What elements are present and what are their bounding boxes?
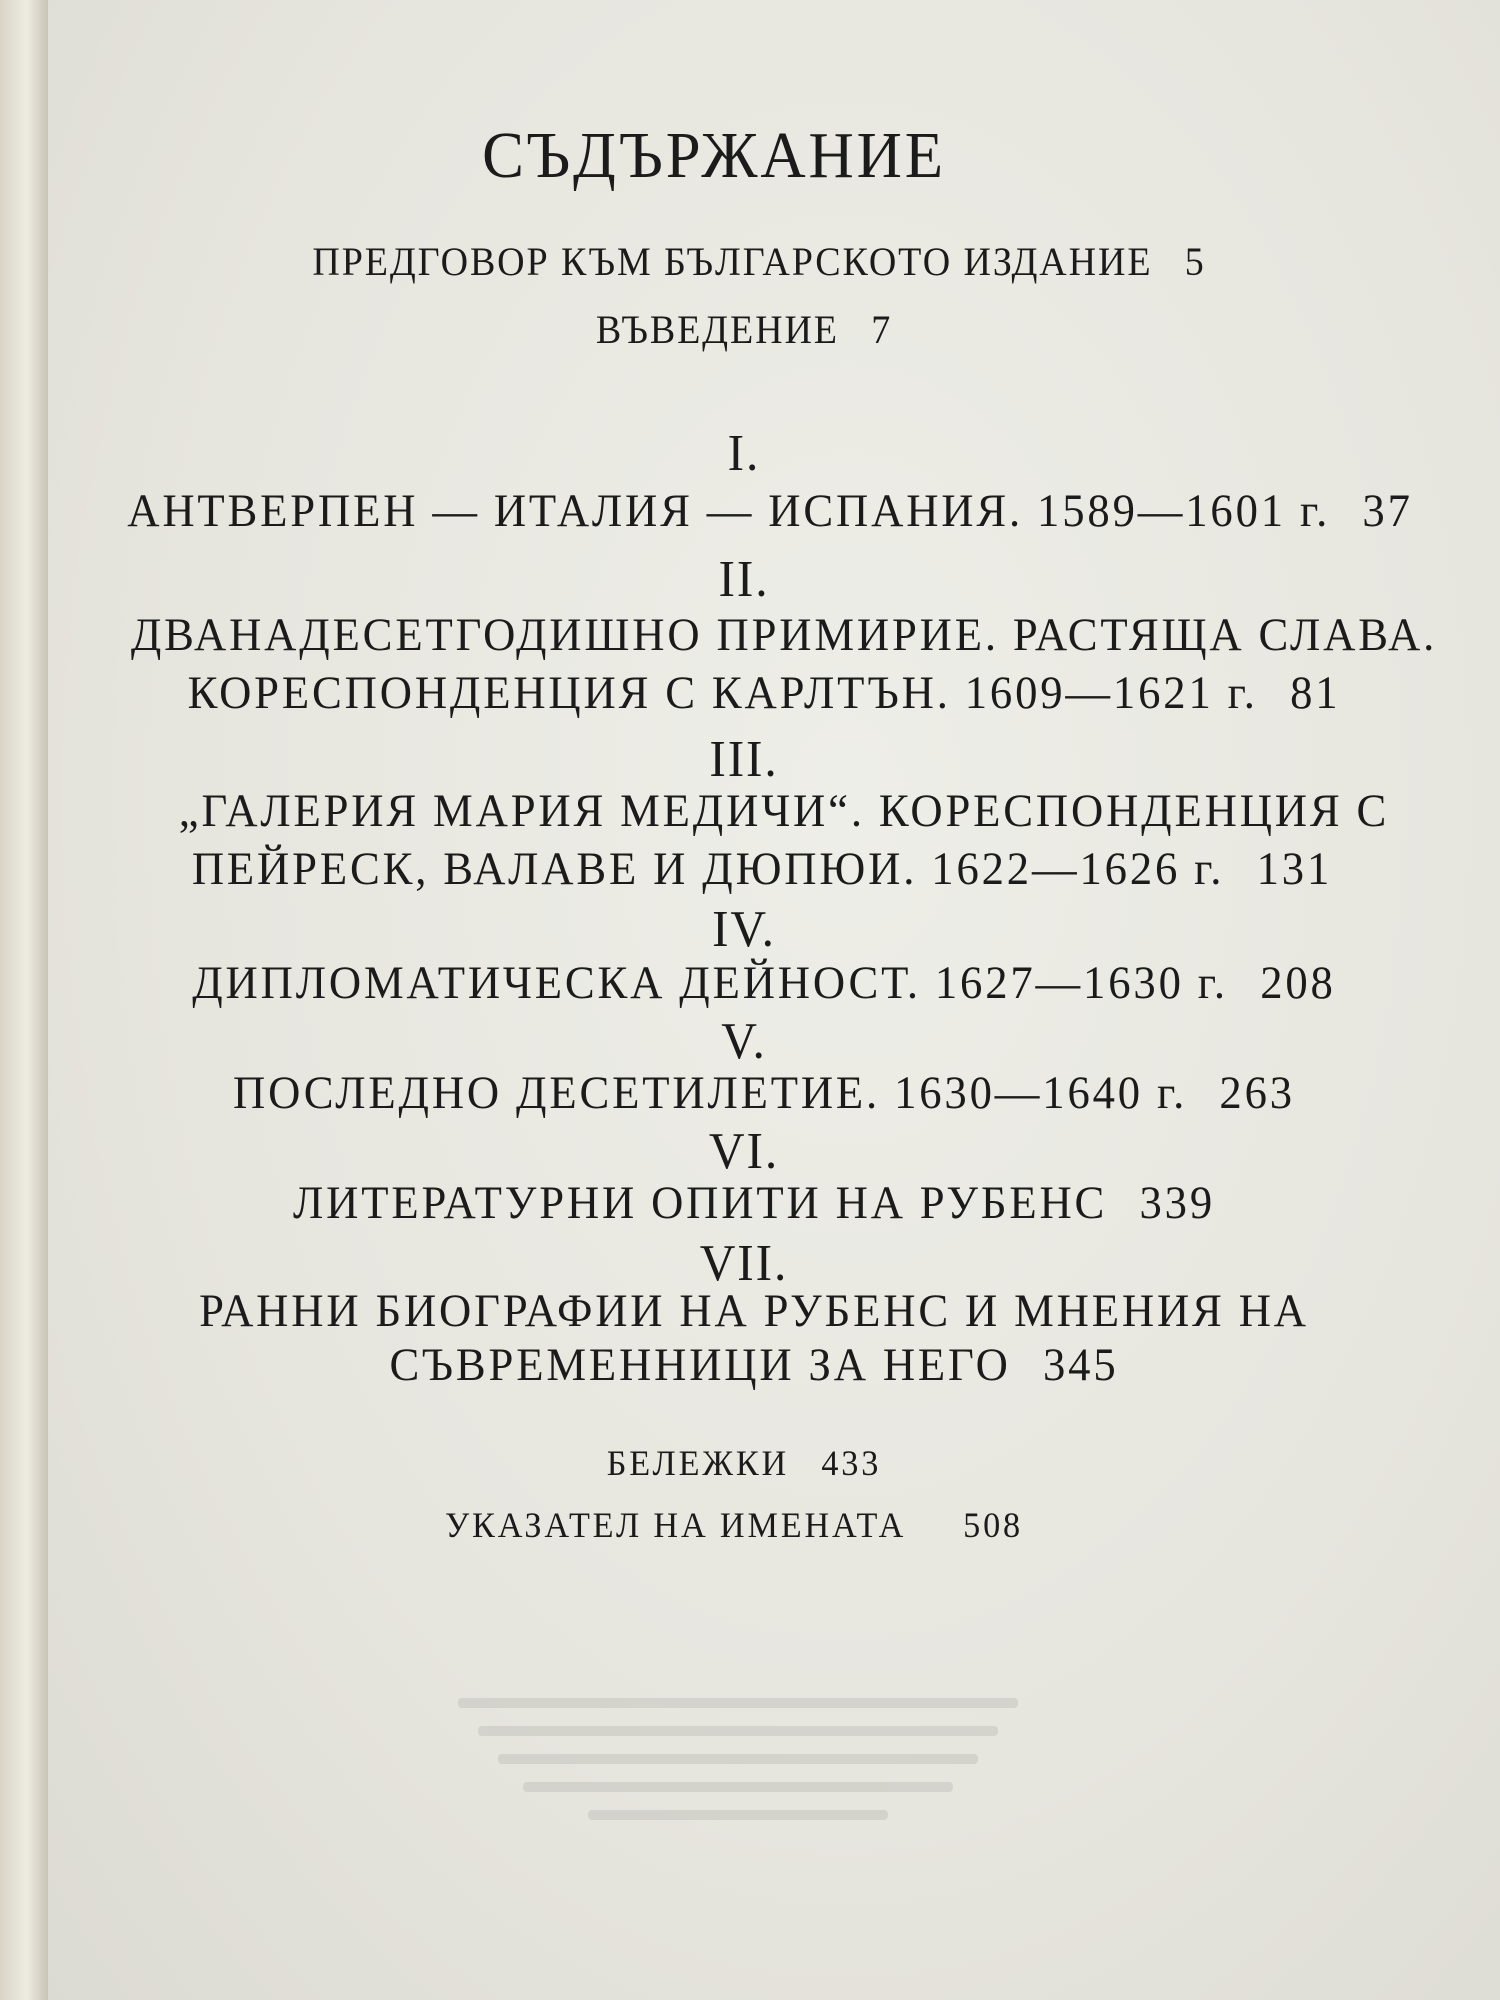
chapter-title-text: КОРЕСПОНДЕНЦИЯ С КАРЛТЪН. 1609—1621 г. [187,667,1258,719]
toc-page-number: 81 [1290,667,1341,719]
chapter-title-line [64,1176,1443,1230]
chapter-title-text: ПЕЙРЕСК, ВАЛАВЕ И ДЮПЮИ. 1622—1626 г. [191,843,1225,895]
toc-entry-introduction [54,306,1433,353]
book-page [48,0,1500,2000]
chapter-title-line [74,1066,1453,1120]
chapter-numeral: I. [727,425,761,482]
chapter-title-line [64,1338,1443,1392]
chapter-title-line [74,666,1453,720]
toc-page-number: 339 [1139,1177,1216,1229]
chapter-title-line [80,484,1459,538]
chapter-title-line [74,956,1453,1010]
toc-page-number: 5 [1184,239,1206,284]
toc-entry-label: БЕЛЕЖКИ [606,1443,790,1483]
chapter-title-text: ПОСЛЕДНО ДЕСЕТИЛЕТИЕ. 1630—1640 г. [233,1067,1188,1119]
toc-page-number: 208 [1260,957,1336,1009]
toc-page-number: 131 [1256,843,1333,895]
chapter-title-text: ДИПЛОМАТИЧЕСКА ДЕЙНОСТ. 1627—1630 г. [192,957,1228,1009]
chapter-title-line [72,842,1451,896]
chapter-title-line: РАННИ БИОГРАФИИ НА РУБЕНС И МНЕНИЯ НА [199,1285,1309,1337]
toc-entry-index [44,1504,1423,1546]
toc-entry-label: ПРЕДГОВОР КЪМ БЪЛГАРСКОТО ИЗДАНИЕ [312,239,1153,284]
left-page-edge [0,0,48,2000]
toc-entry-notes [54,1442,1433,1484]
toc-page-number: 433 [821,1443,882,1483]
chapter-numeral: IV. [712,901,776,958]
chapter-numeral: VII. [699,1235,789,1292]
toc-page-number: 345 [1042,1339,1119,1391]
chapter-title-line: „ГАЛЕРИЯ МАРИЯ МЕДИЧИ“. КОРЕСПОНДЕНЦИЯ С [178,785,1390,837]
toc-page-number: 508 [963,1505,1023,1545]
toc-entry-label: УКАЗАТЕЛ НА ИМЕНАТА [444,1505,907,1545]
chapter-title-text: АНТВЕРПЕН — ИТАЛИЯ — ИСПАНИЯ. 1589—1601 г. [127,485,1331,537]
toc-page-number: 7 [871,307,893,352]
page-title: СЪДЪРЖАНИЕ [482,119,946,192]
show-through-text [428,1680,1048,1920]
chapter-numeral: VI. [708,1123,780,1180]
toc-entry-preface [69,238,1448,285]
chapter-title-text: СЪВРЕМЕННИЦИ ЗА НЕГО [389,1339,1011,1391]
toc-page-number: 263 [1219,1067,1295,1119]
chapter-numeral: II. [718,551,770,608]
toc-entry-label: ВЪВЕДЕНИЕ [595,307,839,352]
chapter-numeral: V. [721,1013,767,1070]
chapter-title-text: ЛИТЕРАТУРНИ ОПИТИ НА РУБЕНС [292,1177,1108,1229]
toc-page-number: 37 [1362,485,1413,537]
chapter-numeral: III. [709,731,779,788]
chapter-title-line: ДВАНАДЕСЕТГОДИШНО ПРИМИРИЕ. РАСТЯЩА СЛАВА. [130,609,1438,661]
